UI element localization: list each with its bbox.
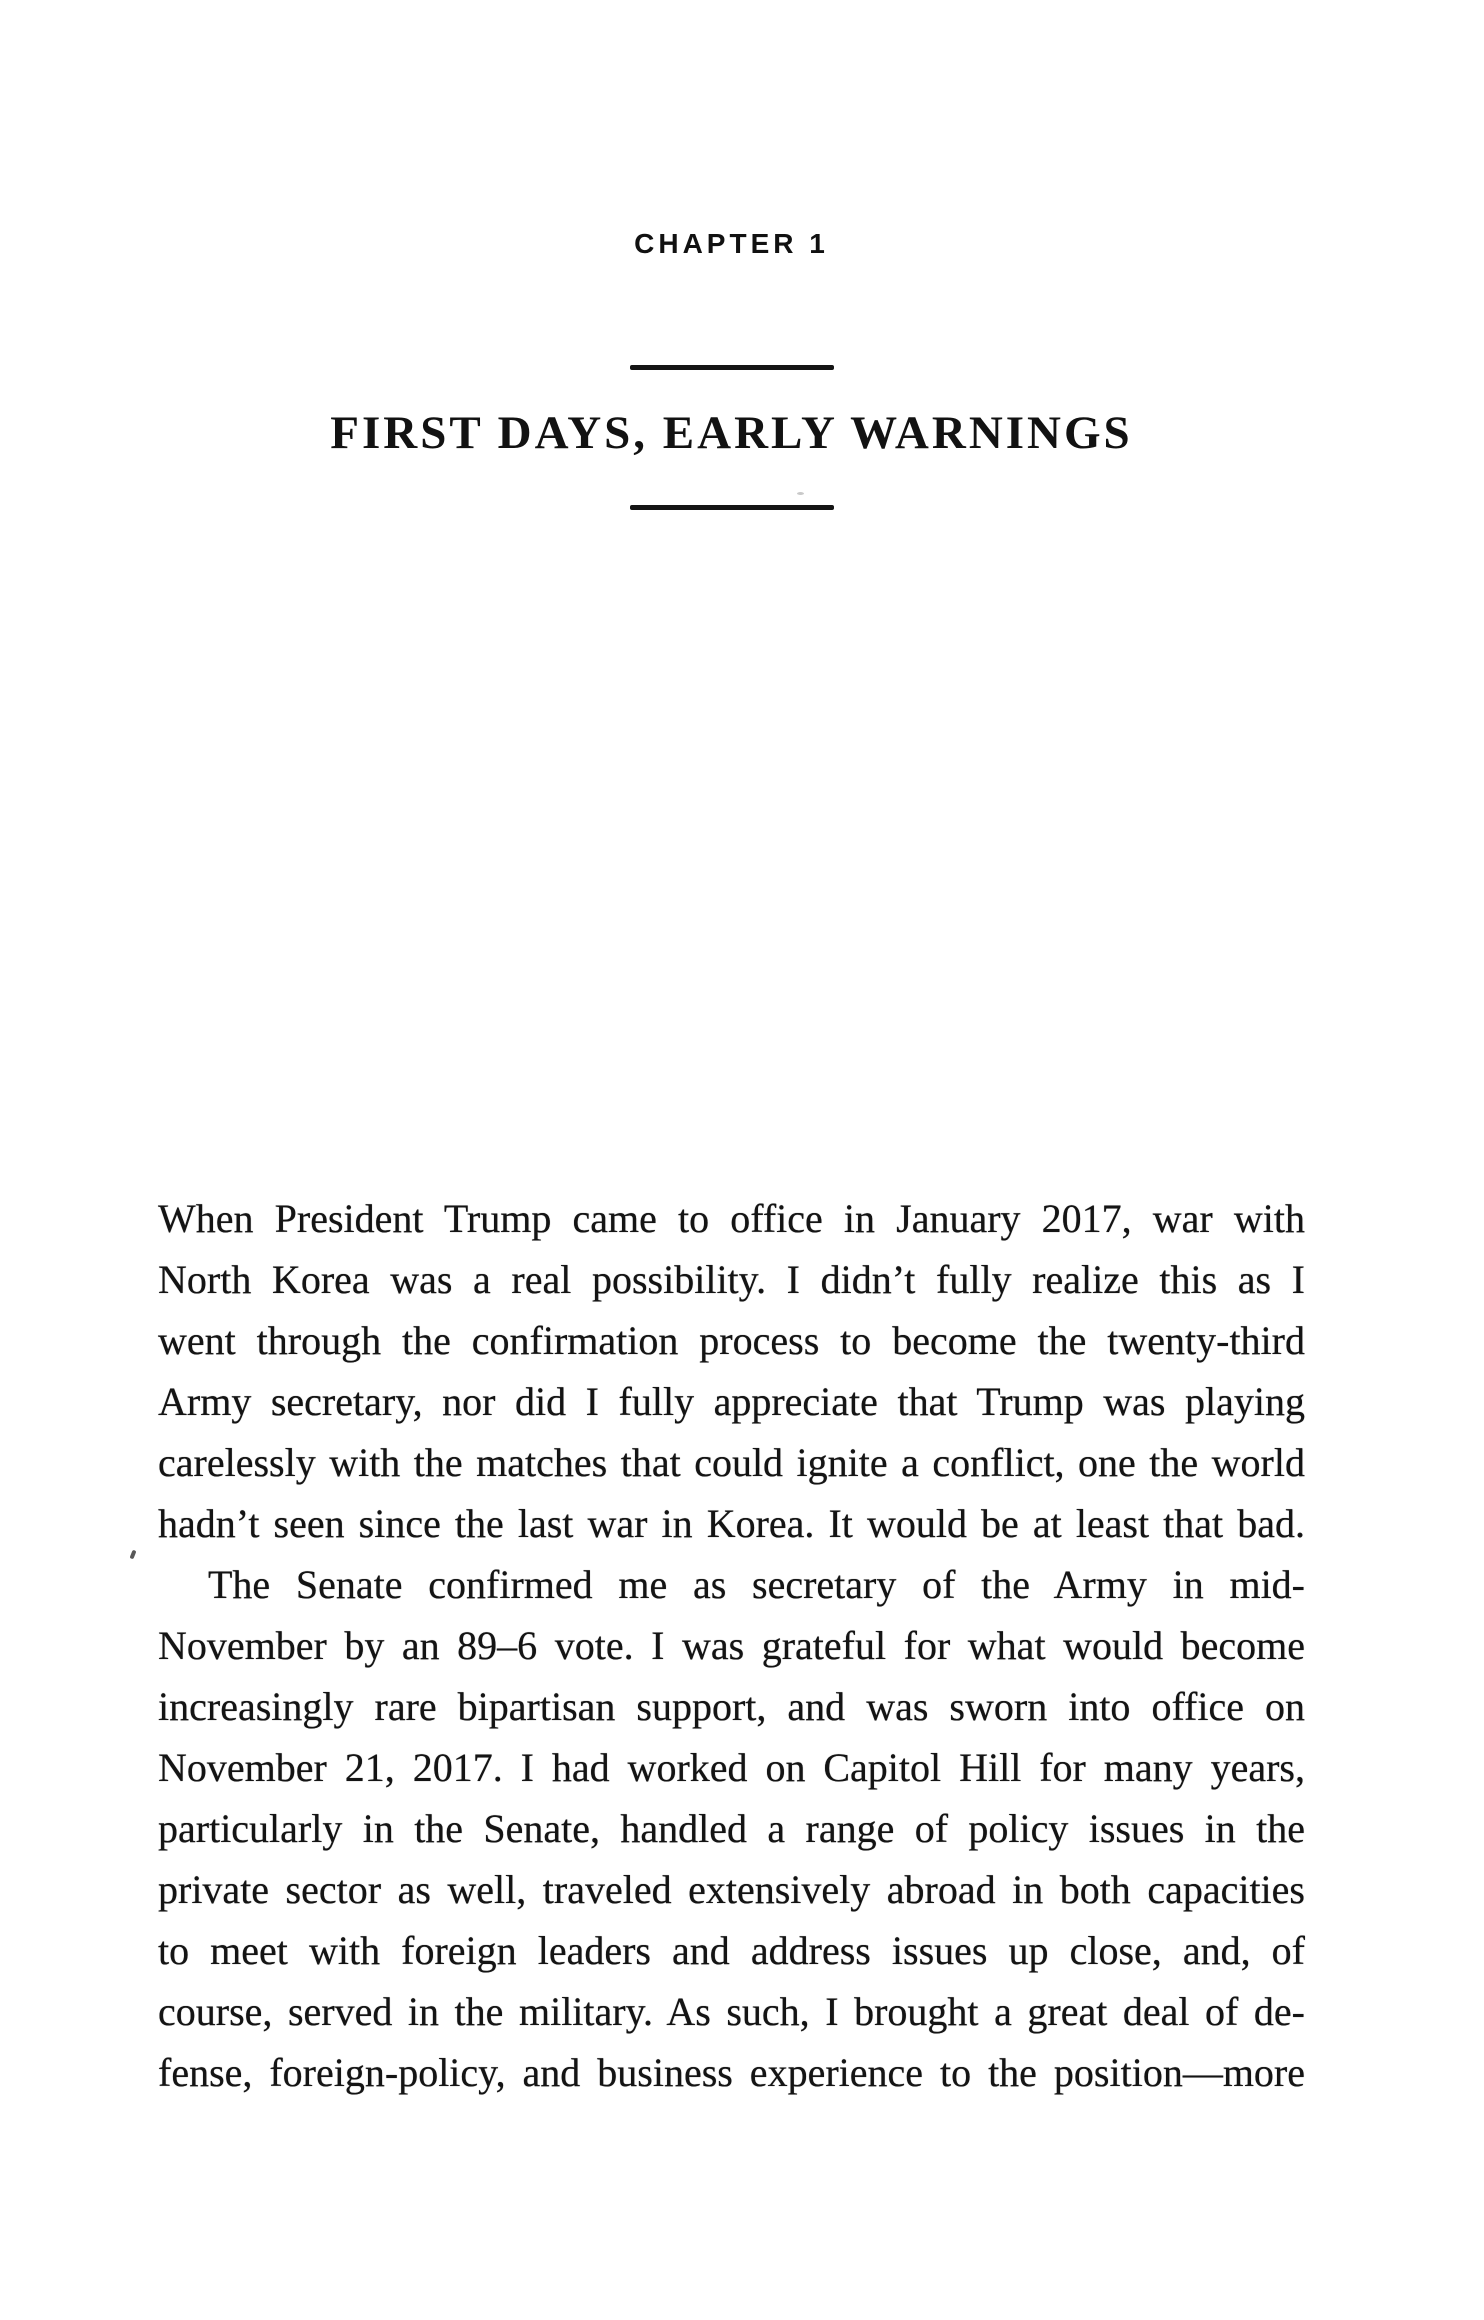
body-line: increasingly rare bipartisan support, and was sworn into office on — [158, 1684, 1305, 1729]
body-line: fense, foreign-policy, and business experience to the position—more — [158, 2050, 1305, 2095]
body-line: private sector as well, traveled extensively abroad in both capacities — [158, 1867, 1305, 1912]
body-text — [158, 1188, 1305, 2103]
body-line: hadn’t seen since the last war in Korea. It would be at least that bad. — [158, 1501, 1305, 1546]
body-line: November by an 89–6 vote. I was grateful for what would become — [158, 1623, 1305, 1668]
chapter-number-label: CHAPTER 1 — [634, 228, 829, 259]
body-line: North Korea was a real possibility. I didn’t fully realize this as I — [158, 1257, 1305, 1302]
scan-artifact — [797, 492, 804, 495]
body-line: November 21, 2017. I had worked on Capitol Hill for many years, — [158, 1745, 1305, 1790]
body-line: Army secretary, nor did I fully appreciate that Trump was playing — [158, 1379, 1305, 1424]
body-line: When President Trump came to office in January 2017, war with — [158, 1196, 1305, 1241]
ornamental-rule-bottom — [630, 505, 834, 510]
ornamental-rule-top — [630, 365, 834, 370]
scan-artifact — [129, 1550, 136, 1560]
body-line: to meet with foreign leaders and address issues up close, and, of — [158, 1928, 1305, 1973]
body-line: particularly in the Senate, handled a range of policy issues in the — [158, 1806, 1305, 1851]
chapter-title: FIRST DAYS, EARLY WARNINGS — [330, 407, 1133, 459]
body-line: went through the confirmation process to become the twenty-third — [158, 1318, 1305, 1363]
body-line: course, served in the military. As such, I brought a great deal of de- — [158, 1989, 1305, 2034]
body-line: carelessly with the matches that could ignite a conflict, one the world — [158, 1440, 1305, 1485]
text-column — [158, 0, 1305, 2320]
body-line: The Senate confirmed me as secretary of the Army in mid- — [208, 1562, 1305, 1607]
